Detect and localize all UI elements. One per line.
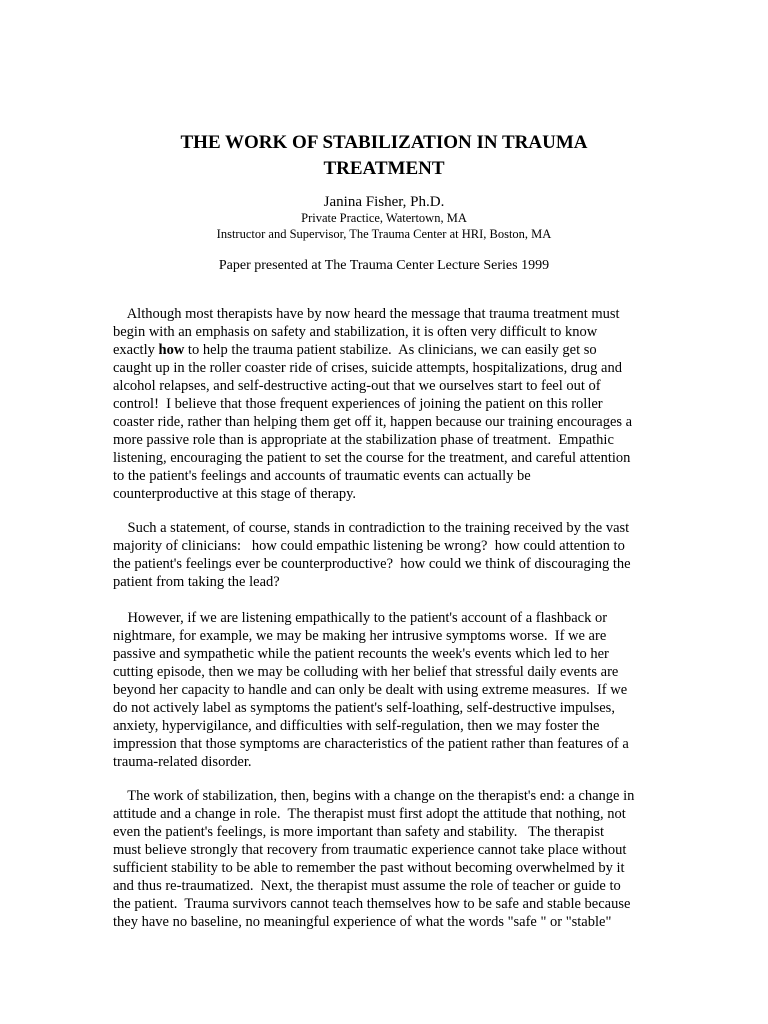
paragraph-line (113, 341, 673, 359)
paragraph-line: and thus re-traumatized. Next, the therapist must assume the role of teacher or guide to (113, 878, 621, 894)
paragraph-line: counterproductive at this stage of therapy. (113, 486, 357, 502)
paragraph-line: passive and sympathetic while the patient recounts the week's events which led to her (113, 646, 609, 662)
line-start: exactly (113, 342, 159, 358)
paragraph-line: Such a statement, of course, stands in contradiction to the training received by the vast (113, 520, 630, 536)
paragraph-line: alcohol relapses, and self-destructive acting-out that we ourselves start to feel out of (113, 378, 601, 394)
paragraph-line: the patient. Trauma survivors cannot teach themselves how to be safe and stable because (113, 896, 631, 912)
paragraph-line: attitude and a change in role. The therapist must first adopt the attitude that nothing, not (113, 806, 626, 822)
paragraph-line: The work of stabilization, then, begins with a change on the therapist's end: a change in (113, 788, 635, 804)
body-paragraph-2 (113, 519, 673, 591)
body-paragraph-1 (113, 305, 673, 503)
paragraph-line: to the patient's feelings and accounts of traumatic events can actually be (113, 468, 531, 484)
body-paragraph-3 (113, 609, 673, 771)
title-line-2: TREATMENT (323, 158, 445, 179)
title-line-1: THE WORK OF STABILIZATION IN TRAUMA (180, 132, 588, 153)
paragraph-line: even the patient's feelings, is more important than safety and stability. The therapist (113, 824, 605, 840)
paragraph-line: cutting episode, then we may be colluding with her belief that stressful daily events are (113, 664, 619, 680)
paragraph-line: control! I believe that those frequent experiences of joining the patient on this roller (113, 396, 603, 412)
paragraph-line: nightmare, for example, we may be making her intrusive symptoms worse. If we are (113, 628, 607, 644)
paragraph-line: the patient's feelings ever be counterproductive? how could we think of discouraging the (113, 556, 631, 572)
paragraph-line: However, if we are listening empathically to the patient's account of a flashback or (113, 610, 608, 626)
paragraph-line: majority of clinicians: how could empathic listening be wrong? how could attention to (113, 538, 625, 554)
paragraph-line: listening, encouraging the patient to set the course for the treatment, and careful attention (113, 450, 631, 466)
paragraph-line: sufficient stability to be able to remember the past without becoming overwhelmed by it (113, 860, 625, 876)
author-name: Janina Fisher, Ph.D. (323, 194, 445, 210)
paragraph-line: patient from taking the lead? (113, 574, 280, 590)
paragraph-line: coaster ride, rather than helping them get off it, happen because our training encourages a (113, 414, 633, 430)
body-paragraph-4 (113, 787, 673, 931)
paragraph-line: impression that those symptoms are characteristics of the patient rather than features of a (113, 736, 629, 752)
line-rest: to help the trauma patient stabilize. As clinicians, we can easily get so (184, 342, 597, 358)
emphasis-how: how (158, 342, 185, 358)
paragraph-line: caught up in the roller coaster ride of crises, suicide attempts, hospitalizations, drug and (113, 360, 622, 376)
paragraph-line: anxiety, hypervigilance, and difficulties with self-regulation, then we may foster the (113, 718, 600, 734)
paragraph-line: beyond her capacity to handle and can only be dealt with using extreme measures. If we (113, 682, 628, 698)
paragraph-line: begin with an emphasis on safety and stabilization, it is often very difficult to know (113, 324, 598, 340)
paragraph-line: must believe strongly that recovery from traumatic experience cannot take place without (113, 842, 627, 858)
paragraph-line: they have no baseline, no meaningful experience of what the words "safe " or "stable" (113, 914, 612, 930)
paragraph-line: do not actively label as symptoms the patient's self-loathing, self-destructive impulses, (113, 700, 615, 716)
paragraph-line: Although most therapists have by now heard the message that trauma treatment must (113, 306, 620, 322)
affiliation-1: Private Practice, Watertown, MA (301, 211, 467, 225)
paragraph-line: trauma-related disorder. (113, 754, 252, 770)
paper-title (0, 130, 768, 182)
affiliation-2: Instructor and Supervisor, The Trauma Center at HRI, Boston, MA (216, 227, 552, 241)
presentation-note: Paper presented at The Trauma Center Lecture Series 1999 (218, 258, 550, 273)
paragraph-line: more passive role than is appropriate at the stabilization phase of treatment. Empathic (113, 432, 614, 448)
